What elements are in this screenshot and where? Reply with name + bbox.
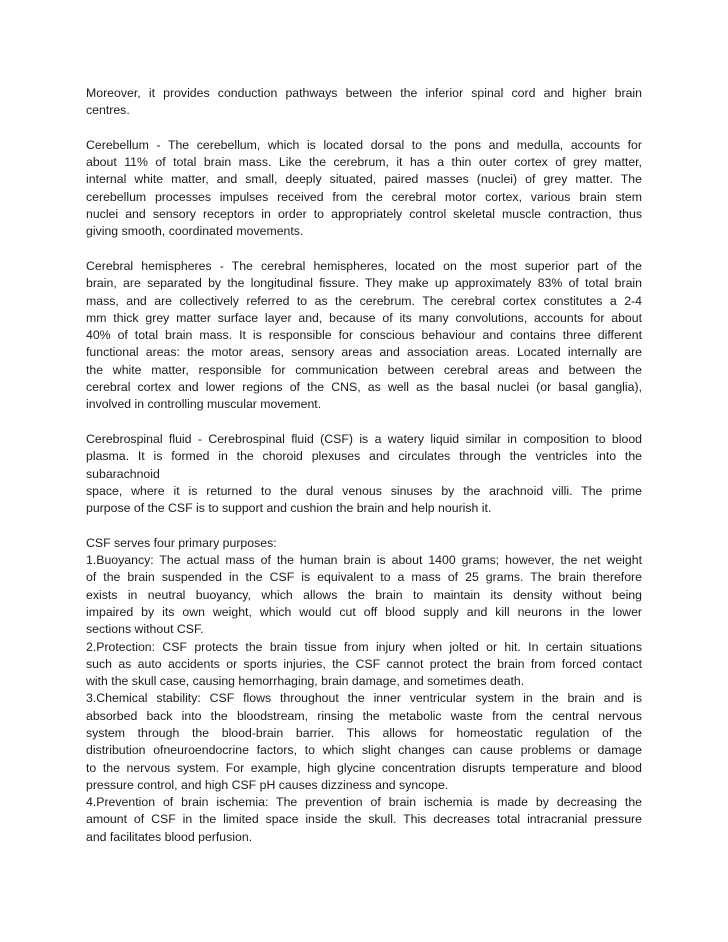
csf-purposes-list bbox=[86, 552, 642, 846]
list-item-line: exists in neutral buoyancy, which allows the brain to maintain its density without being bbox=[86, 587, 642, 602]
paragraph-line: the white matter, responsible for communication between cerebral areas and between the bbox=[86, 362, 642, 377]
list-item-line: 4.Prevention of brain ischemia: The prevention of brain ischemia is made by decreasing the bbox=[86, 795, 642, 810]
list-item bbox=[86, 794, 642, 846]
paragraph-line: nuclei and sensory receptors in order to appropriately control skeletal muscle contraction, thus bbox=[86, 207, 642, 222]
paragraph-line: subarachnoid bbox=[86, 466, 160, 481]
paragraph-line: Moreover, it provides conduction pathways between the inferior spinal cord and higher brain bbox=[86, 86, 642, 100]
paragraph bbox=[86, 431, 642, 517]
paragraph bbox=[86, 258, 642, 414]
list-item-line: sections without CSF. bbox=[86, 622, 204, 637]
list-intro: CSF serves four primary purposes: bbox=[86, 535, 277, 550]
paragraph-line: brain, are separated by the longitudinal fissure. They make up approximately 83% of total brain bbox=[86, 276, 642, 291]
paragraph-line: plasma. It is formed in the choroid plexuses and circulates through the ventricles into the bbox=[86, 449, 642, 464]
paragraph bbox=[86, 85, 642, 120]
list-item-line: of the brain suspended in the CSF is equivalent to a mass of 25 grams. The brain therefore bbox=[86, 570, 642, 585]
list-item-line: 3.Chemical stability: CSF flows throughout the inner ventricular system in the brain and is bbox=[86, 691, 642, 706]
paragraph-line: internal white matter, and small, deeply situated, paired masses (nuclei) of grey matter. The bbox=[86, 172, 642, 187]
body-paragraphs bbox=[86, 85, 642, 517]
paragraph-line: Cerebellum - The cerebellum, which is located dorsal to the pons and medulla, accounts for bbox=[86, 137, 642, 152]
paragraph-line: 40% of total brain mass. It is responsible for conscious behaviour and contains three different bbox=[86, 328, 642, 343]
list-item bbox=[86, 690, 642, 794]
list-item-line: absorbed back into the bloodstream, rinsing the metabolic waste from the central nervous bbox=[86, 708, 642, 723]
list-item-line: 1.Buoyancy: The actual mass of the human brain is about 1400 grams; however, the net weight bbox=[86, 553, 642, 568]
paragraph-line: involved in controlling muscular movement. bbox=[86, 397, 322, 412]
list-item-line: such as auto accidents or sports injuries, the CSF cannot protect the brain from forced contact bbox=[86, 656, 642, 671]
list-item-line: impaired by its own weight, which would cut off blood supply and kill neurons in the lower bbox=[86, 604, 642, 619]
list-item-line: system through the blood-brain barrier. This allows for homeostatic regulation of the bbox=[86, 725, 642, 740]
list-item-line: pressure control, and high CSF pH causes dizziness and syncope. bbox=[86, 777, 449, 792]
paragraph-line: Cerebrospinal fluid - Cerebrospinal fluid (CSF) is a watery liquid similar in composition to blood bbox=[86, 431, 642, 446]
paragraph-line: mm thick grey matter surface layer and, because of its many convolutions, accounts for about bbox=[86, 310, 642, 325]
paragraph-line: cerebellum processes impulses received from the cerebral motor cortex, various brain stem bbox=[86, 189, 642, 204]
paragraph-line: Cerebral hemispheres - The cerebral hemispheres, located on the most superior part of the bbox=[86, 258, 642, 273]
paragraph-line: giving smooth, coordinated movements. bbox=[86, 224, 304, 239]
list-item bbox=[86, 552, 642, 638]
list-item bbox=[86, 639, 642, 691]
paragraph-line: functional areas: the motor areas, sensory areas and association areas. Located internally are bbox=[86, 345, 642, 360]
paragraph-line: cerebral cortex and lower regions of the CNS, as well as the basal nuclei (or basal ganglia), bbox=[86, 380, 642, 395]
paragraph bbox=[86, 137, 642, 241]
paragraph-line: centres. bbox=[86, 103, 130, 118]
list-item-line: distribution ofneuroendocrine factors, to which slight changes can cause problems or damage bbox=[86, 743, 642, 758]
paragraph-line: space, where it is returned to the dural venous sinuses by the arachnoid villi. The prime bbox=[86, 483, 642, 498]
list-item-line: 2.Protection: CSF protects the brain tissue from injury when jolted or hit. In certain situations bbox=[86, 639, 642, 654]
list-item-line: with the skull case, causing hemorrhaging, brain damage, and sometimes death. bbox=[86, 674, 525, 689]
csf-purposes-section bbox=[86, 535, 642, 846]
list-item-line: amount of CSF in the limited space inside the skull. This decreases total intracranial pressure bbox=[86, 812, 642, 827]
paragraph-line: about 11% of total brain mass. Like the cerebrum, it has a thin outer cortex of grey matter, bbox=[86, 155, 642, 170]
paragraph-line: purpose of the CSF is to support and cushion the brain and help nourish it. bbox=[86, 501, 492, 516]
list-item-line: to the nervous system. For example, high glycine concentration disrupts temperature and blood bbox=[86, 760, 642, 775]
list-item-line: and facilitates blood perfusion. bbox=[86, 829, 253, 844]
paragraph-line: mass, and are collectively referred to as the cerebrum. The cerebral cortex constitutes a 2-4 bbox=[86, 293, 642, 308]
